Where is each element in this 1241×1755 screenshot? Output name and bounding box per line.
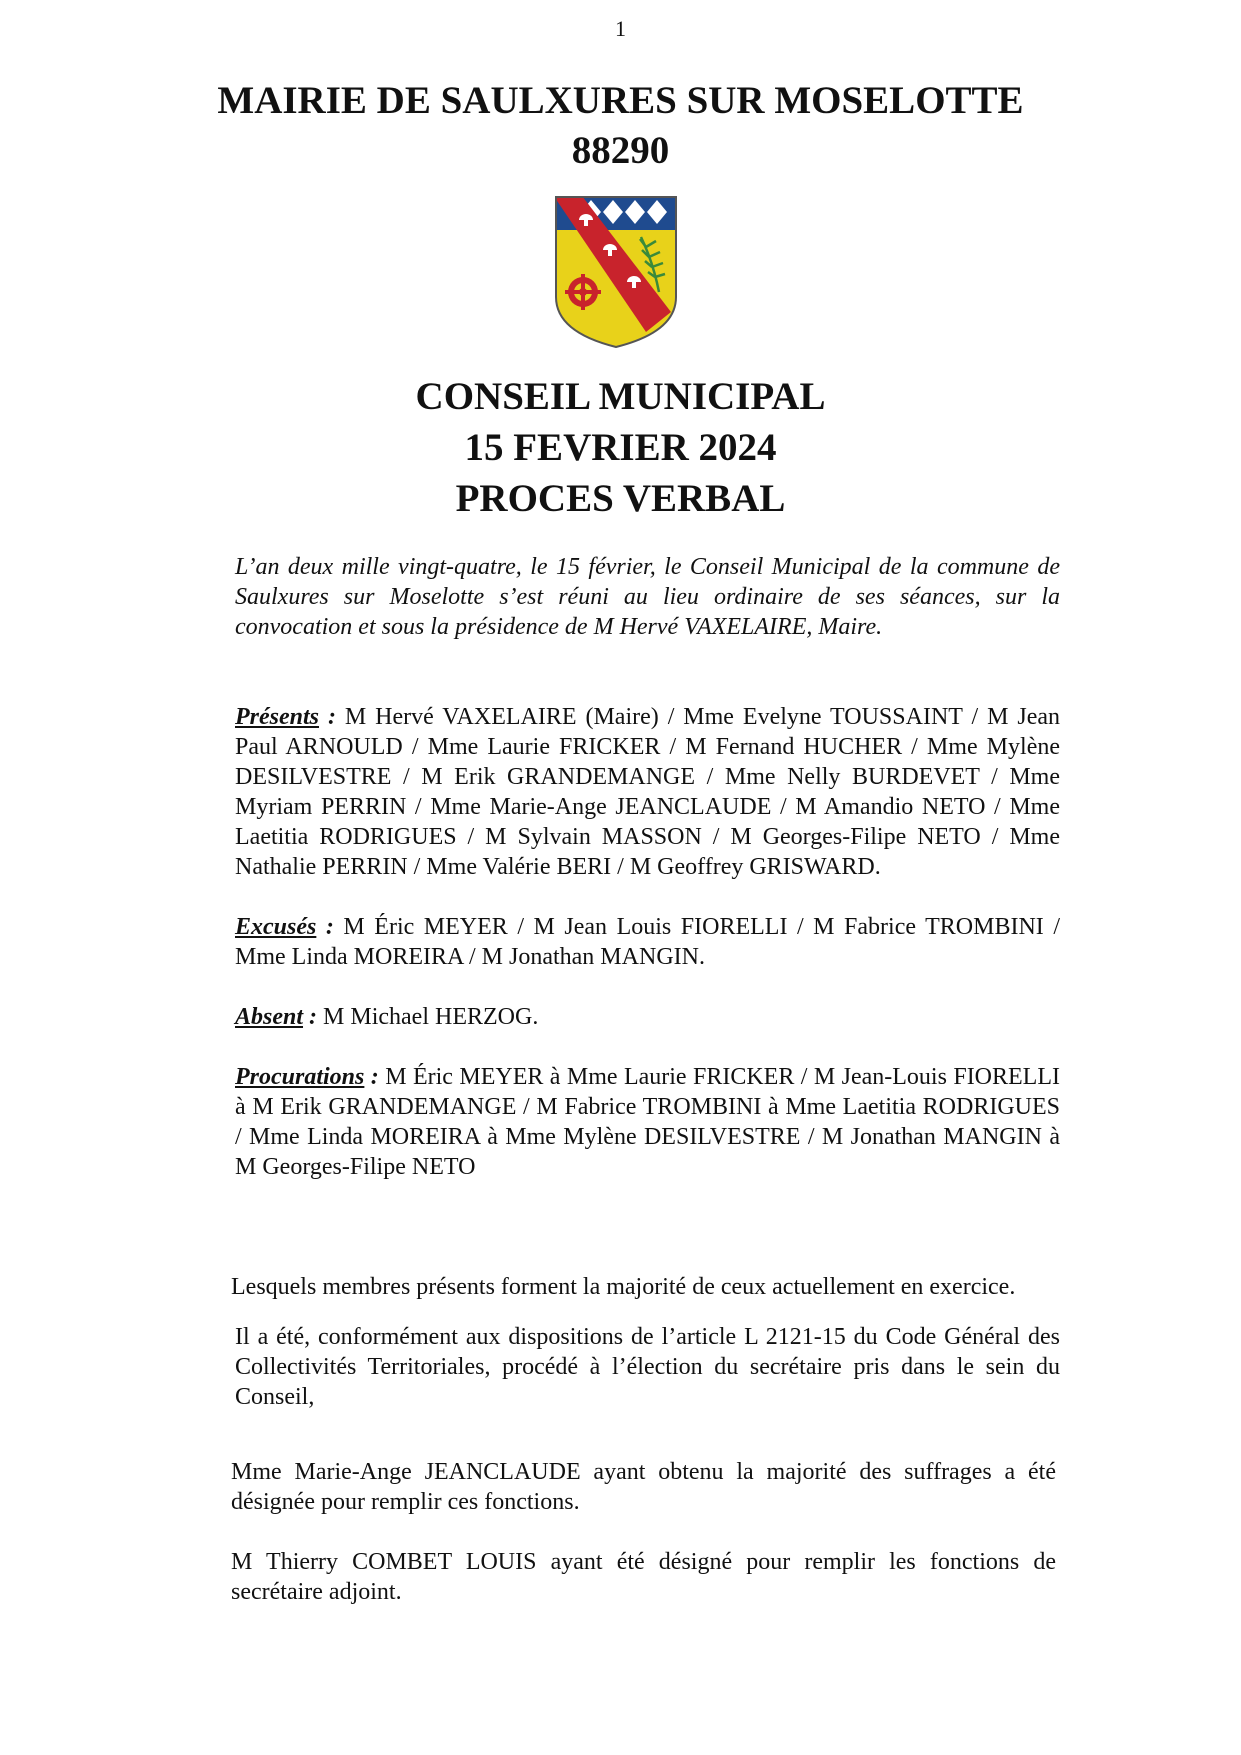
meeting-date: 15 FEVRIER 2024 xyxy=(464,426,777,469)
presents-paragraph xyxy=(235,702,1060,882)
presents-label: Présents xyxy=(235,704,319,730)
conseil-title: CONSEIL MUNICIPAL xyxy=(415,375,826,418)
absent-colon: : xyxy=(303,1004,318,1030)
page-number: 1 xyxy=(615,16,626,41)
adjoint-paragraph: M Thierry COMBET LOUIS ayant été désigné pour remplir les fonctions de secrétaire adjoint. xyxy=(231,1549,1056,1605)
secretaire-paragraph: Mme Marie-Ange JEANCLAUDE ayant obtenu la majorité des suffrages a été désignée pour remplir ces fonctions. xyxy=(231,1459,1056,1515)
postal-code: 88290 xyxy=(571,129,670,172)
absent-list: M Michael HERZOG. xyxy=(317,1004,539,1030)
presents-list: M Hervé VAXELAIRE (Maire) / Mme Evelyne TOUSSAINT / M Jean Paul ARNOULD / Mme Laurie FRICKER / M Fernand HUCHER / Mme Mylène DESILVESTRE / M Erik GRANDEMANGE / Mme Nelly BURDEVET / Mme Myriam PERRIN / Mme Marie-Ange JEANCLAUDE / M Amandio NETO / Mme Laetitia RODRIGUES / M Sylvain MASSON / M Georges-Filipe NETO / Mme Nathalie PERRIN / Mme Valérie BERI / M Geoffrey GRISWARD. xyxy=(235,704,1060,880)
intro-paragraph: L’an deux mille vingt-quatre, le 15 février, le Conseil Municipal de la commune de Saulxures sur Moselotte s’est réuni au lieu ordinaire de ses séances, sur la convocation et sous la présidence de M Hervé VAXELAIRE, Maire. xyxy=(235,554,1060,640)
proces-verbal-title: PROCES VERBAL xyxy=(455,477,786,520)
majority-paragraph: Lesquels membres présents forment la majorité de ceux actuellement en exercice. xyxy=(231,1274,1016,1300)
excuses-paragraph xyxy=(235,912,1060,972)
presents-colon: : xyxy=(319,704,336,730)
excuses-colon: : xyxy=(316,914,334,940)
excuses-list: M Éric MEYER / M Jean Louis FIORELLI / M Fabrice TROMBINI / Mme Linda MOREIRA / M Jonathan MANGIN. xyxy=(235,914,1060,970)
coat-of-arms-icon xyxy=(551,192,681,352)
mairie-title: MAIRIE DE SAULXURES SUR MOSELOTTE xyxy=(217,79,1024,122)
procurations-paragraph xyxy=(235,1062,1060,1182)
excuses-label: Excusés xyxy=(235,914,317,940)
procurations-list: M Éric MEYER à Mme Laurie FRICKER / M Jean-Louis FIORELLI à M Erik GRANDEMANGE / M Fabrice TROMBINI à Mme Laetitia RODRIGUES / Mme Linda MOREIRA à Mme Mylène DESILVESTRE / M Jonathan MANGIN à M Georges-Filipe NETO xyxy=(235,1064,1060,1180)
procurations-label: Procurations xyxy=(235,1064,365,1090)
article-paragraph: Il a été, conformément aux dispositions de l’article L 2121-15 du Code Général des Collectivités Territoriales, procédé à l’élection du secrétaire pris dans le sein du Conseil, xyxy=(235,1324,1060,1410)
absent-label: Absent xyxy=(235,1004,304,1030)
procurations-colon: : xyxy=(364,1064,379,1090)
absent-paragraph xyxy=(235,1002,1060,1032)
